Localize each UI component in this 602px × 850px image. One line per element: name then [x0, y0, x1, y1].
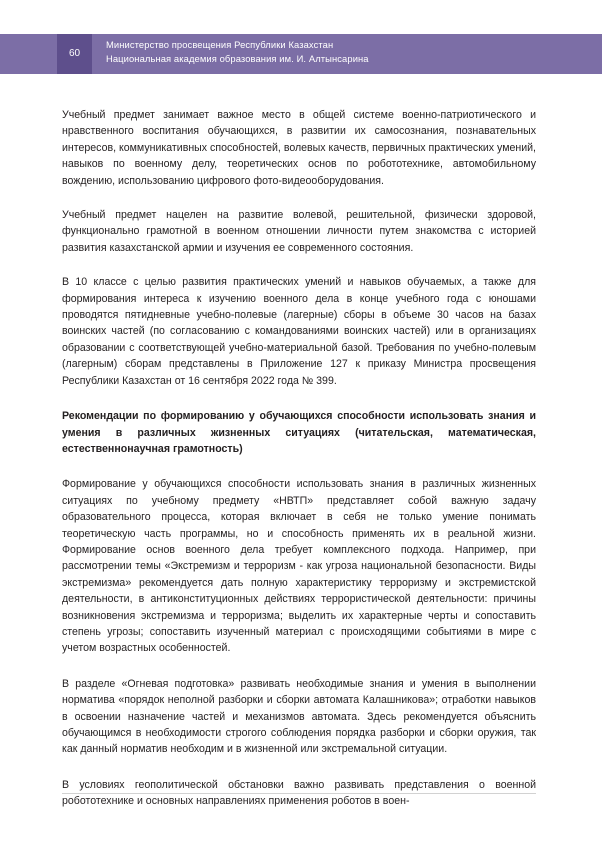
header-organization: [106, 38, 369, 66]
paragraph-subject-aim: Учебный предмет нацелен на развитие волевой, решительной, физически здоровой, функционально грамотной в военном отношении личности путем знакомства с историей развития казахстанской армии и изучения ее современного состояния.: [62, 209, 536, 254]
paragraph-life-situations: Формирование у обучающихся способности использовать знания в различных жизненных ситуациях по учебному предмету «НВТП» представляет собой важную задачу образовательного процесса, которая включает в себя не только умение понимать теоретическую часть программы, но и способность применять их в реальной жизни. Формирование основ военного дела требует комплексного подхода. Например, при рассмотрении темы «Экстремизм и терроризм - как угроза национальной безопасности. Виды экстремизма» рекомендуется дать полную характеристику терроризму и экстремистской деятельности, в антиконституционных действиях террористической деятельности: причины возникновения экстремизма и терроризма; выделить их характерные черты и сопоставить степень угрозы; сопоставить изученный материал с происходящими событиями в мире с учетом возрастных особенностей.: [62, 478, 536, 655]
header-ministry-line: Министерство просвещения Республики Казахстан: [106, 39, 334, 50]
paragraph-fire-training: В разделе «Огневая подготовка» развивать необходимые знания и умения в выполнении норматива «порядок неполной разборки и сборки автомата Калашникова»; отработки навыков в освоении назначение частей и механизмов автомата. Здесь рекомендуется объяснить обучающимся в необходимости строгого соблюдения порядка разборки и сборки оружия, так как данный норматив необходим и в жизненной или экстремальной ситуации.: [62, 677, 536, 756]
section-heading: Рекомендации по формированию у обучающихся способности использовать знания и умения в различных жизненных ситуациях (читательская, математическая, естественнонаучная грамотность): [62, 410, 536, 455]
paragraph-robotics: В условиях геополитической обстановки важно развивать представления о военной робототехнике и основных направлениях применения роботов в вoен-: [62, 778, 536, 808]
paragraph-field-camp: В 10 классе с целью развития практических умений и навыков обучаемых, а также для формирования интереса к изучению военного дела в конце учебного года с юношами проводятся пятидневные учебно-полевые (лагерные) сборы в объеме 30 часов на базах воинских частей (по согласованию с командованиями воинских частей) или в организациях образовании с соответствующей учебно-материальной базой. Требования по учебно-полевым (лагерным) сборам представлены в Приложение 127 к приказу Министра просвещения Республики Казахстан от 16 сентября 2022 года № 399.: [62, 276, 536, 387]
paragraph-subject-importance: Учебный предмет занимает важное место в общей системе военно-патриотического и нравственного воспитания обучающихся, в развитии их самосознания, познавательных интересов, коммуникативных способностей, волевых качеств, первичных практических умений, навыков по военному делу, теоретических основ по робототехнике, автомобильному вождению, использованию цифрового фото-видеооборудования.: [62, 109, 536, 187]
footer-divider: [62, 793, 536, 794]
page-number: 60: [57, 34, 92, 74]
page-body: [62, 107, 536, 810]
header-academy-line: Национальная академия образования им. И. Алтынсарина: [106, 53, 369, 64]
